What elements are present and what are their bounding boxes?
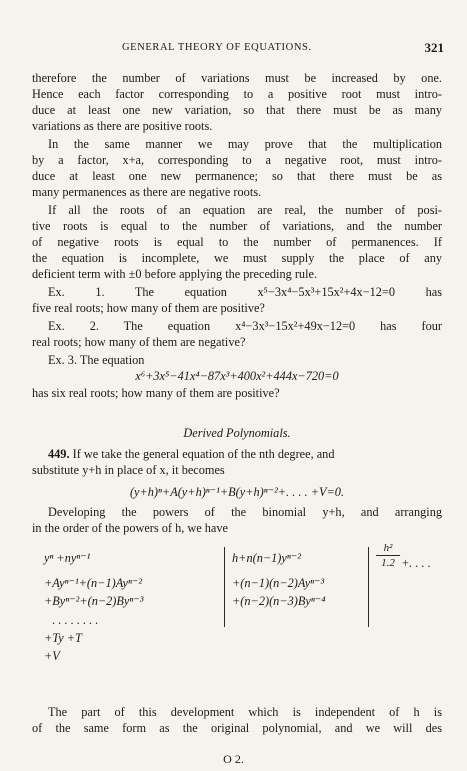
example-line: has six real roots; how many of them are positive?: [32, 386, 280, 400]
text-line: deficient term with ±0 before applying the preceding rule.: [32, 267, 318, 281]
expansion-col-2-row: +(n−1)(n−2)Ayⁿ⁻³: [232, 576, 325, 590]
text-line: in the order of the powers of h, we have: [32, 521, 228, 535]
text-line: therefore the number of variations must be increased by one.: [32, 71, 442, 85]
running-title: GENERAL THEORY OF EQUATIONS.: [122, 42, 312, 53]
text-line: duce at least one new variation, so that there must be as many: [32, 103, 442, 117]
expansion-col-1-row: +Ayⁿ⁻¹+(n−1)Ayⁿ⁻²: [44, 576, 143, 590]
text-line: of negative roots is equal to the number of permanences. If: [32, 235, 442, 249]
expansion-col-1-row: +Ty +T: [44, 631, 82, 645]
example-line: Ex. 3. The equation: [48, 353, 145, 367]
text-line: by a factor, x+a, corresponding to a negative root, must intro-: [32, 153, 442, 167]
running-header: [32, 40, 444, 56]
column-divider: [224, 547, 225, 627]
text-line: In the same manner we may prove that the multiplication: [48, 137, 442, 151]
example-line: Ex. 1. The equation x⁵−3x⁴−5x³+15x²+4x−12=0 has: [48, 285, 442, 299]
fraction-denominator: 1.2: [381, 557, 395, 569]
expansion-col-1-row: +V: [44, 649, 60, 663]
article-number: 449.: [48, 447, 70, 461]
expansion-col-1-row: +Byⁿ⁻²+(n−2)Byⁿ⁻³: [44, 594, 144, 608]
text-line: Developing the powers of the binomial y+h, and arranging: [48, 505, 442, 519]
fraction: [376, 542, 400, 569]
text-line: many permanences as there are negative roots.: [32, 185, 262, 199]
fraction-numerator: h²: [383, 542, 393, 554]
text-line: the equation is incomplete, we must supply the place of any: [32, 251, 442, 265]
example-line: Ex. 2. The equation x⁴−3x³−15x²+49x−12=0 has four: [48, 319, 442, 333]
text-line: duce at least one new permanence; so that there must be as: [32, 169, 442, 183]
text-line: If all the roots of an equation are real, the number of posi-: [48, 203, 442, 217]
text-line: Hence each factor corresponding to a positive root must intro-: [32, 87, 442, 101]
example-line: real roots; how many of them are negative?: [32, 335, 246, 349]
text-line: tive roots is equal to the number of variations, and the number: [32, 219, 442, 233]
text-line: The part of this development which is independent of h is: [48, 705, 442, 719]
article-line: [48, 446, 442, 462]
equation: x⁶+3x⁵−41x⁴−87x³+400x²+444x−720=0: [135, 369, 339, 383]
text-line: variations as there are positive roots.: [32, 119, 213, 133]
expansion-col-2-row: h+n(n−1)yⁿ⁻²: [232, 551, 301, 565]
expansion-col-3-tail: +. . . .: [402, 556, 431, 570]
expansion-col-1-row: yⁿ +nyⁿ⁻¹: [44, 551, 91, 565]
column-divider: [368, 547, 369, 627]
page-number: 321: [424, 40, 444, 55]
text-line: of the same form as the original polynomial, and we will des: [32, 721, 442, 735]
expansion-col-2-row: +(n−2)(n−3)Byⁿ⁻⁴: [232, 594, 326, 608]
section-heading: Derived Polynomials.: [183, 426, 291, 440]
equation: (y+h)ⁿ+A(y+h)ⁿ⁻¹+B(y+h)ⁿ⁻²+. . . . +V=0.: [129, 485, 345, 499]
expansion-col-1-row: . . . . . . . .: [52, 613, 99, 627]
signature-mark: O 2.: [223, 752, 244, 766]
fraction-bar: [376, 555, 400, 556]
example-line: five real roots; how many of them are positive?: [32, 301, 265, 315]
text-line: substitute y+h in place of x, it becomes: [32, 463, 225, 477]
article-text: If we take the general equation of the nth degree, and: [72, 447, 335, 461]
